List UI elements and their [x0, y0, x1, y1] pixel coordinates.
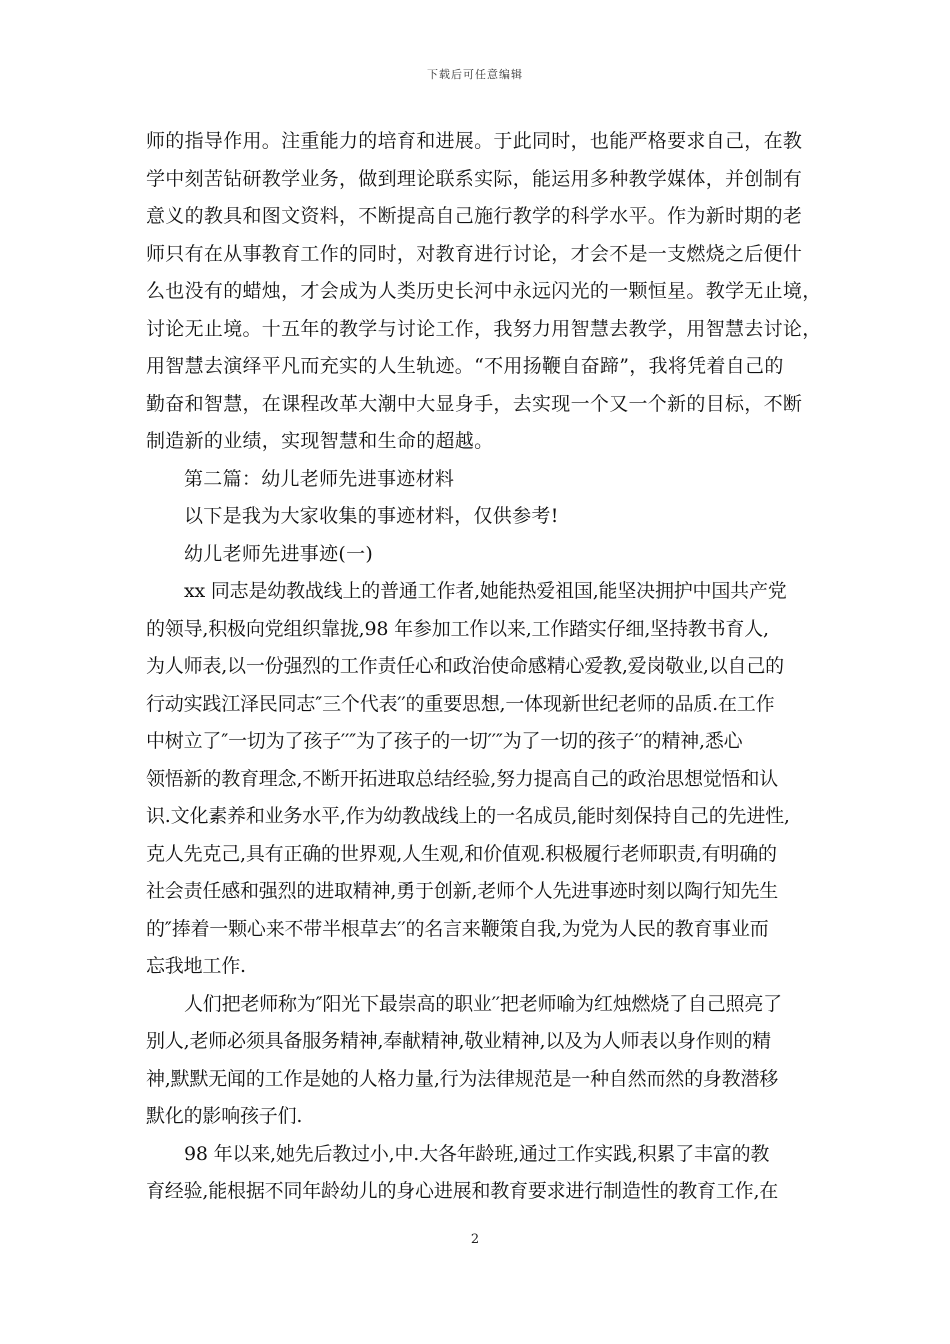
body-line: 的″捧着一颗心来不带半根草去′′的名言来鞭策自我,为党为人民的教育事业而 [146, 917, 769, 940]
body-line: 领悟新的教育理念,不断开拓进取总结经验,努力提高自己的政治思想觉悟和认 [146, 767, 779, 790]
body-line: 神,默默无闻的工作是她的人格力量,行为法律规范是一种自然而然的身教潜移 [146, 1067, 779, 1090]
body-line: 意义的教具和图文资料，不断提高自己施行教学的科学水平。作为新时期的老 [146, 205, 803, 227]
body-line: xx 同志是幼教战线上的普通工作者,她能热爱祖国,能坚决拥护中国共产党 [184, 580, 787, 602]
page-number: 2 [470, 1232, 480, 1247]
body-line: 行动实践江泽民同志″三个代表′′的重要思想,一体现新世纪老师的品质.在工作 [146, 692, 775, 715]
body-line: 讨论无止境。十五年的教学与讨论工作，我努力用智慧去教学，用智慧去讨论， [146, 317, 822, 340]
document-body [146, 123, 822, 1211]
body-line: 用智慧去演绎平凡而充实的人生轨迹。“不用扬鞭自奋蹄”，我将凭着自己的 [146, 355, 784, 377]
body-line: 为人师表,以一份强烈的工作责任心和政治使命感精心爱教,爱岗敬业,以自己的 [146, 655, 784, 677]
section-heading: 第二篇：幼儿老师先进事迹材料 [184, 467, 455, 490]
body-line: 的领导,积极向党组织靠拢,98 年参加工作以来,工作踏实仔细,坚持教书育人, [146, 617, 769, 640]
body-line: 社会责任感和强烈的进取精神,勇于创新,老师个人先进事迹时刻以陶行知先生 [146, 880, 779, 902]
subsection-heading: 幼儿老师先进事迹(一) [184, 542, 374, 565]
body-line: 制造新的业绩，实现智慧和生命的超越。 [146, 430, 494, 452]
body-line: 勤奋和智慧，在课程改革大潮中大显身手，去实现一个又一个新的目标，不断 [146, 392, 803, 415]
body-line: 育经验,能根据不同年龄幼儿的身心进展和教育要求进行制造性的教育工作,在 [146, 1180, 779, 1202]
body-line: 别人,老师必须具备服务精神,奉献精神,敬业精神,以及为人师表以身作则的精 [146, 1030, 771, 1052]
body-line: 98 年以来,她先后教过小,中.大各年龄班,通过工作实践,积累了丰富的教 [184, 1142, 770, 1165]
body-line: 克人先克己,具有正确的世界观,人生观,和价值观.积极履行老师职责,有明确的 [146, 842, 777, 865]
body-line: 师只有在从事教育工作的同时，对教育进行讨论，才会不是一支燃烧之后便什 [146, 242, 803, 265]
body-line: 中树立了″一切为了孩子′′″为了孩子的一切′′″为了一切的孩子′′的精神,悉心 [146, 730, 743, 752]
body-line: 么也没有的蜡烛，才会成为人类历史长河中永远闪光的一颗恒星。教学无止境， [146, 280, 822, 302]
body-line: 忘我地工作. [146, 955, 246, 977]
body-line: 识.文化素养和业务水平,作为幼教战线上的一名成员,能时刻保持自己的先进性, [146, 805, 790, 827]
body-line: 学中刻苦钻研教学业务，做到理论联系实际，能运用多种教学媒体，并创制有 [146, 167, 803, 190]
intro-line: 以下是我为大家收集的事迹材料，仅供参考! [184, 505, 559, 527]
body-line: 师的指导作用。注重能力的培育和进展。于此同时，也能严格要求自己，在教 [146, 130, 803, 152]
page-header: 下载后可任意编辑 [427, 68, 523, 81]
body-line: 人们把老师称为″阳光下最崇高的职业′′把老师喻为红烛燃烧了自己照亮了 [184, 992, 782, 1015]
body-line: 默化的影响孩子们. [146, 1105, 303, 1127]
